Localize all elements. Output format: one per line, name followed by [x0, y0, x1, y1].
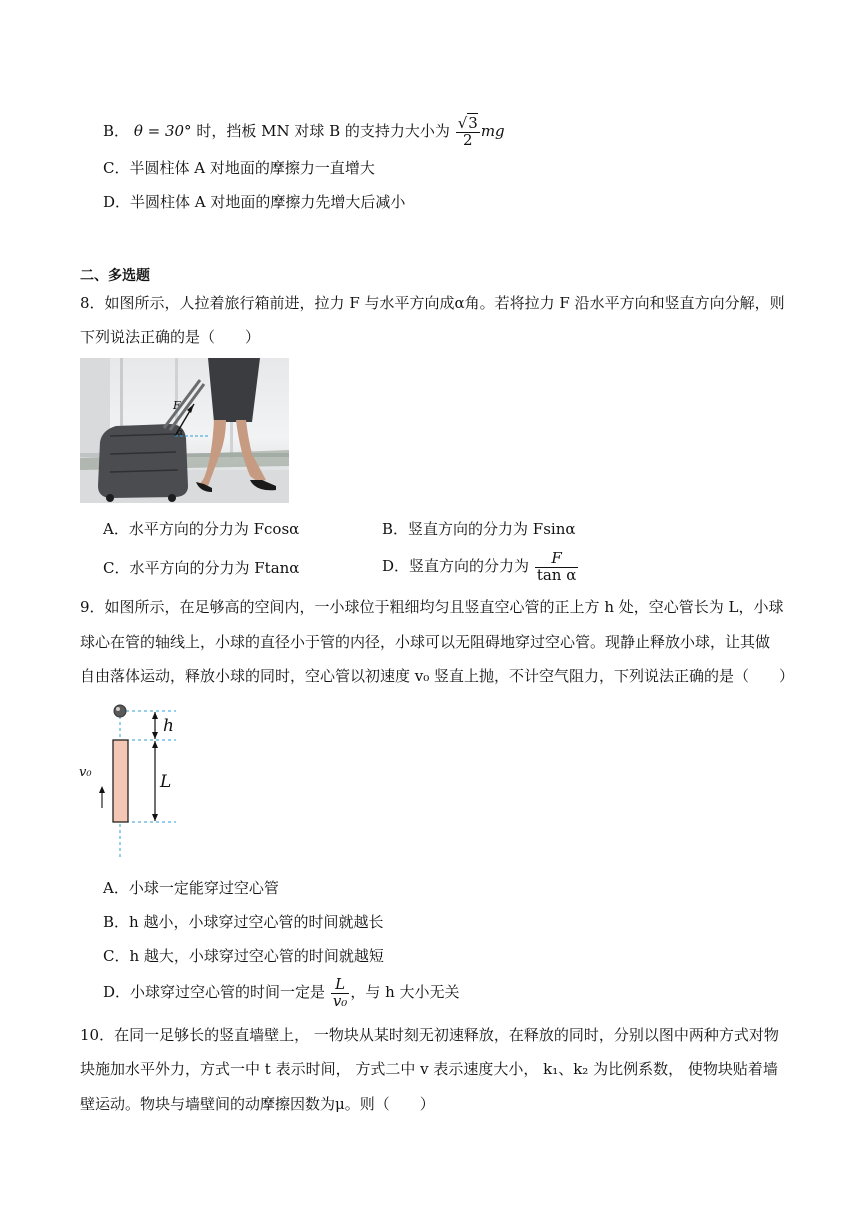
angle-label: α	[177, 428, 184, 438]
q9-option-c	[103, 945, 384, 966]
q7-option-c	[103, 157, 375, 178]
option-text: 水平方向的分力为 Ftanα	[129, 559, 300, 577]
option-text: 竖直方向的分力为 Fsinα	[408, 520, 576, 538]
option-text: h 越大，小球穿过空心管的时间就越短	[129, 947, 384, 965]
suitcase-photo	[80, 358, 289, 503]
q8-option-c	[103, 557, 299, 578]
formula-tail: ，与 h 大小无关	[350, 983, 460, 1001]
q10-stem-line-1: 10．在同一足够长的竖直墙壁上， 一物块从某时刻无初速释放，在释放的同时，分别以图中两种方式对物	[80, 1026, 779, 1044]
q7-option-d	[103, 191, 405, 212]
q8-option-d	[382, 546, 579, 586]
option-text: 时，挡板 MN 对球 B 的支持力大小为	[196, 122, 450, 140]
q9-stem-line-3: 自由落体运动，释放小球的同时，空心管以初速度 v₀ 竖直上抛，不计空气阻力，下列说法正确的是（ ）	[80, 667, 795, 685]
q9-option-d	[103, 972, 460, 1012]
q8-option-a	[103, 518, 299, 539]
fraction-numerator: F	[535, 551, 579, 568]
l-label: L	[160, 772, 172, 792]
option-text: 竖直方向的分力为	[409, 557, 530, 575]
h-label: h	[163, 716, 174, 736]
q10-stem-line-2: 块施加水平外力，方式一中 t 表示时间， 方式二中 v 表示速度大小， k₁、k₂ 为比例系数， 使物块贴着墙	[80, 1060, 778, 1078]
option-label: B．	[382, 520, 409, 538]
q10-stem-line-3: 壁运动。物块与墙壁间的动摩擦因数为μ。则（ ）	[80, 1095, 435, 1113]
option-text: 半圆柱体 A 对地面的摩擦力一直增大	[129, 159, 375, 177]
q9-stem-line-1: 9．如图所示，在足够高的空间内，一小球位于粗细均匀且竖直空心管的正上方 h 处，空心管长为 L，小球	[80, 598, 784, 616]
option-label: A．	[103, 879, 129, 897]
option-text: h 越小，小球穿过空心管的时间就越长	[129, 913, 384, 931]
option-label: D．	[103, 983, 131, 1001]
f-over-tan-fraction	[535, 548, 579, 584]
option-text: 水平方向的分力为 Fcosα	[128, 520, 300, 538]
option-text: 半圆柱体 A 对地面的摩擦力先增大后减小	[130, 193, 406, 211]
fraction-denominator: 2	[462, 130, 473, 149]
option-label: D．	[103, 193, 131, 211]
q9-stem-line-2: 球心在管的轴线上，小球的直径小于管的内径，小球可以无阻碍地穿过空心管。现静止释放小球，让其做	[80, 633, 771, 651]
angle-expression: θ = 30°	[133, 122, 192, 140]
l-over-v0-fraction	[331, 974, 350, 1010]
fraction-denominator: v₀	[332, 991, 348, 1010]
section-title: 二、多选题	[80, 268, 150, 284]
option-label: C．	[103, 947, 130, 965]
option-label: C．	[103, 559, 130, 577]
q8-stem-line-2: 下列说法正确的是（ ）	[80, 328, 261, 346]
q8-option-b	[382, 518, 576, 539]
sqrt3-over-2-fraction: $\frac{√3}{2}$	[457, 113, 478, 149]
option-label: A．	[103, 520, 129, 538]
v0-label: v₀	[79, 765, 92, 780]
fraction-numerator: 3	[468, 113, 478, 132]
q7-option-b	[103, 113, 505, 149]
option-label: B．	[103, 913, 130, 931]
q9-option-a	[103, 877, 279, 898]
option-label: C．	[103, 159, 130, 177]
option-text: 小球穿过空心管的时间一定是	[130, 983, 326, 1001]
q9-option-b	[103, 911, 383, 932]
fraction-numerator: L	[331, 977, 350, 994]
fraction-denominator: tan α	[536, 565, 577, 584]
option-label: B．	[103, 122, 130, 140]
force-label: F	[173, 399, 181, 412]
q8-stem-line-1: 8．如图所示，人拉着旅行箱前进，拉力 F 与水平方向成α角。若将拉力 F 沿水平方向和竖直方向分解，则	[80, 294, 785, 312]
tube-diagram	[78, 700, 188, 860]
option-text: 小球一定能穿过空心管	[128, 879, 279, 897]
option-label: D．	[382, 557, 410, 575]
formula-tail: mg	[480, 122, 505, 140]
